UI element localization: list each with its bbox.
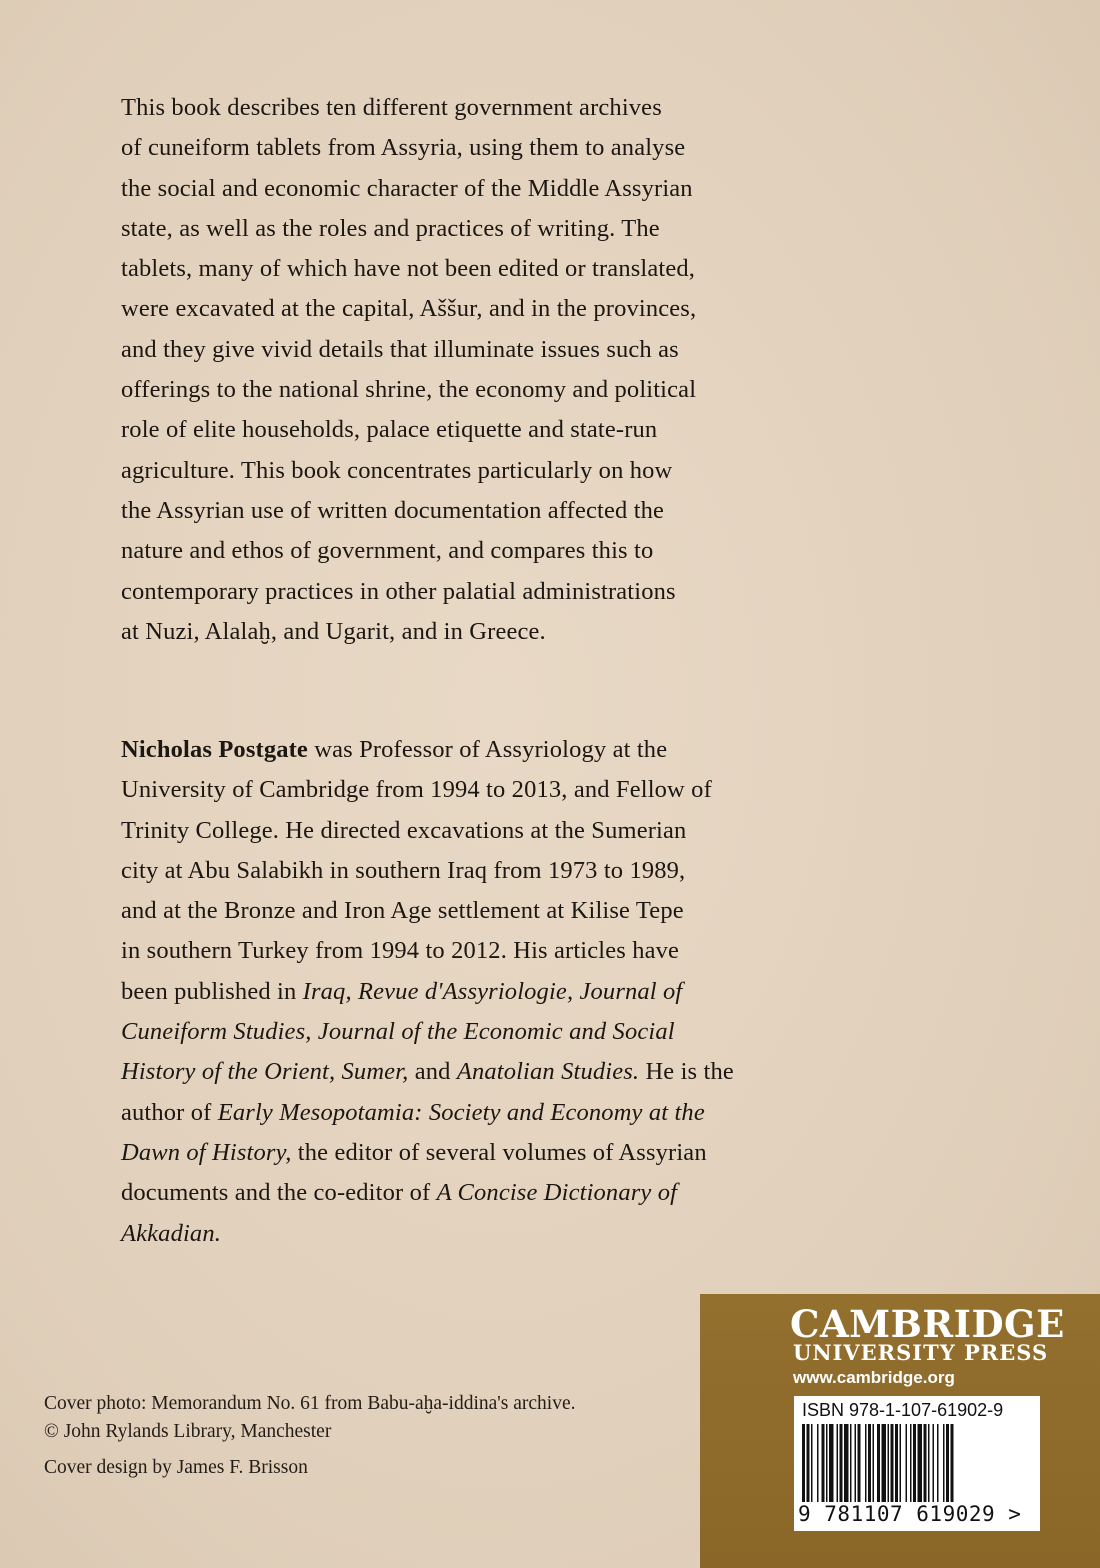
cover-photo-credit: Cover photo: Memorandum No. 61 from Babu-aḫa-iddina's archive. © John Rylands Library, Manchester xyxy=(44,1393,576,1442)
bio-line: and at the Bronze and Iron Age settlement at Kilise Tepe xyxy=(121,897,684,925)
bio-line: History of the Orient, Sumer, and Anatolian Studies. He is the xyxy=(121,1058,734,1086)
barcode-bar xyxy=(933,1424,935,1502)
description-line: nature and ethos of government, and compares this to xyxy=(121,537,654,565)
bio-line: Trinity College. He directed excavations at the Sumerian xyxy=(121,816,687,844)
publisher-website: www.cambridge.org xyxy=(793,1368,955,1387)
barcode-bar xyxy=(873,1424,875,1502)
description-line: and they give vivid details that illuminate issues such as xyxy=(121,335,679,363)
barcode-digits: 9 781107 619029 > xyxy=(798,1502,1022,1526)
barcode-bar xyxy=(910,1424,912,1502)
bio-line: city at Abu Salabikh in southern Iraq from 1973 to 1989, xyxy=(121,856,686,884)
barcode-bar xyxy=(807,1424,810,1502)
cover-design-credit: Cover design by James F. Brisson xyxy=(44,1457,308,1478)
bio-line: author of Early Mesopotamia: Society and Economy at the xyxy=(121,1098,705,1126)
bio-line: Dawn of History, the editor of several volumes of Assyrian xyxy=(121,1138,707,1166)
journal-titles: Iraq, Revue d'Assyriologie, Journal of xyxy=(302,977,683,1005)
isbn-label: ISBN 978-1-107-61902-9 xyxy=(802,1400,1004,1420)
description-line: the social and economic character of the Middle Assyrian xyxy=(121,174,693,202)
barcode-bar xyxy=(811,1424,813,1502)
barcode-bar xyxy=(943,1424,945,1502)
description-line: offerings to the national shrine, the economy and political xyxy=(121,376,697,404)
barcode-bar xyxy=(906,1424,908,1502)
bio-line: Cuneiform Studies, Journal of the Economic and Social xyxy=(121,1018,675,1046)
barcode-bar xyxy=(888,1424,890,1502)
publisher-panel xyxy=(700,1294,1100,1568)
description-line: were excavated at the capital, Aššur, and in the provinces, xyxy=(121,295,697,323)
barcode-bar xyxy=(913,1424,916,1502)
bio-line: documents and the co-editor of A Concise Dictionary of xyxy=(121,1179,678,1207)
bio-line: University of Cambridge from 1994 to 2013, and Fellow of xyxy=(121,776,712,804)
description-line: tablets, many of which have not been edited or translated, xyxy=(121,255,696,283)
description-line: at Nuzi, Alalaḫ, and Ugarit, and in Greece. xyxy=(121,617,546,645)
author-name: Nicholas Postgate xyxy=(121,736,308,763)
description-line: agriculture. This book concentrates particularly on how xyxy=(121,456,673,484)
barcode-bar xyxy=(850,1424,852,1502)
barcode-bar xyxy=(840,1424,843,1502)
book-title: Early Mesopotamia: Society and Economy at the xyxy=(217,1098,705,1126)
barcode-bar xyxy=(817,1424,819,1502)
barcode-bar xyxy=(928,1424,930,1502)
description-line: contemporary practices in other palatial administrations xyxy=(121,577,676,605)
barcode-bar xyxy=(937,1424,939,1502)
isbn-barcode-box xyxy=(794,1396,1040,1531)
barcode-bar xyxy=(900,1424,902,1502)
publisher-logo-name: CAMBRIDGE xyxy=(790,1302,1065,1346)
barcode-bar xyxy=(822,1424,825,1502)
barcode-bar xyxy=(802,1424,805,1502)
barcode-bar xyxy=(877,1424,880,1502)
barcode-bar xyxy=(865,1424,867,1502)
barcode-bar xyxy=(882,1424,887,1502)
bio-line: Akkadian. xyxy=(121,1219,221,1247)
barcode-bar xyxy=(895,1424,898,1502)
barcode-bar xyxy=(918,1424,923,1502)
description-line: the Assyrian use of written documentation affected the xyxy=(121,496,665,524)
barcode-bar xyxy=(858,1424,861,1502)
description-line: This book describes ten different government archives xyxy=(121,94,662,121)
bio-line: Nicholas Postgate was Professor of Assyriology at the xyxy=(121,736,668,763)
publisher-logo-subtitle: UNIVERSITY PRESS xyxy=(793,1340,1049,1365)
barcode-bar xyxy=(837,1424,839,1502)
barcode-bar xyxy=(946,1424,949,1502)
barcode-bar xyxy=(855,1424,857,1502)
barcode-bar xyxy=(829,1424,834,1502)
bio-line: been published in Iraq, Revue d'Assyriologie, Journal of xyxy=(121,977,683,1005)
barcode-icon xyxy=(802,1424,1032,1502)
barcode-bar xyxy=(924,1424,927,1502)
description-line: state, as well as the roles and practices of writing. The xyxy=(121,214,660,242)
description-line: of cuneiform tablets from Assyria, using them to analyse xyxy=(121,134,686,162)
author-biography xyxy=(121,730,841,1254)
bio-line: in southern Turkey from 1994 to 2012. His articles have xyxy=(121,937,680,965)
dictionary-title: A Concise Dictionary of xyxy=(436,1179,678,1207)
barcode-bar xyxy=(891,1424,894,1502)
barcode-bar xyxy=(826,1424,828,1502)
description-line: role of elite households, palace etiquette and state-run xyxy=(121,416,658,444)
barcode-bar xyxy=(844,1424,849,1502)
barcode-bar xyxy=(868,1424,871,1502)
barcode-bar xyxy=(951,1424,954,1502)
book-description xyxy=(121,88,821,652)
